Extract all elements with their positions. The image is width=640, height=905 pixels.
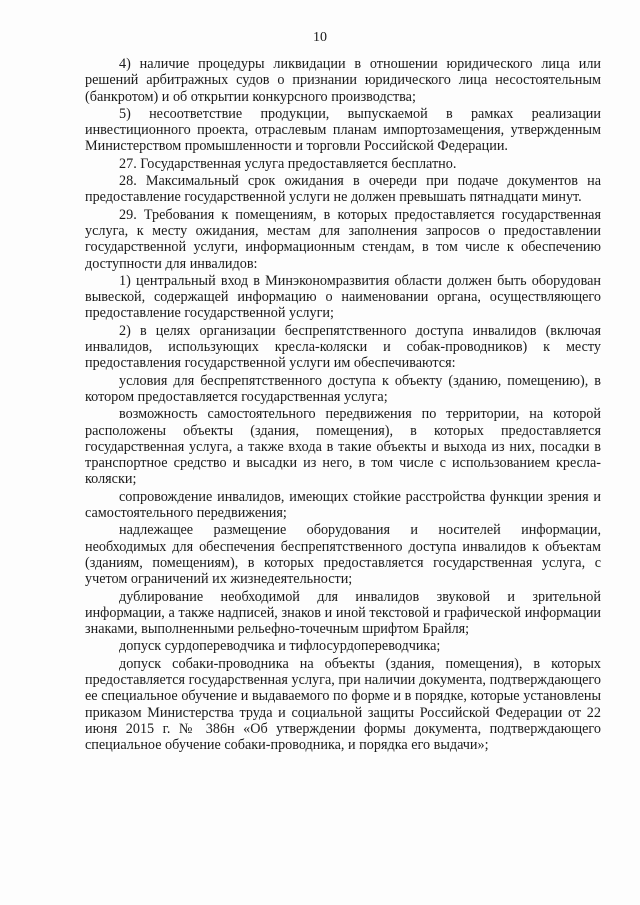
paragraph-29-requirements: 29. Требования к помещениям, в которых предоставляется государственная услуга, к месту ожидания, местам для заполнения запросов о предоставлении государственной услуги, информационным стендам, в том числе к обеспечению доступности для инвалидов: <box>85 206 601 272</box>
paragraph-disabled-access: 2) в целях организации беспрепятственного доступа инвалидов (включая инвалидов, использующих кресла-коляски и собак-проводников) к месту предоставления государственной услуги им обеспечиваются: <box>85 322 601 372</box>
paragraph-guide-dog: допуск собаки-проводника на объекты (здания, помещения), в которых предоставляется государственная услуга, при наличии документа, подтверждающего ее специальное обучение и выдаваемого по форме и в порядке, которые установлены приказом Министерства труда и социальной защиты Российской Федерации от 22 июня 2015 г. № 386н «Об утверждении формы документа, подтверждающего специальное обучение собаки-проводника, и порядка его выдачи»; <box>85 655 601 754</box>
paragraph-access-conditions: условия для беспрепятственного доступа к объекту (зданию, помещению), в котором предоставляется государственная услуга; <box>85 372 601 405</box>
paragraph-import-substitution: 5) несоответствие продукции, выпускаемой в рамках реализации инвестиционного проекта, отраслевым планам импортозамещения, утвержденным Министерством промышленности и торговли Российской Федерации. <box>85 105 601 155</box>
paragraph-movement: возможность самостоятельного передвижения по территории, на которой расположены объекты (здания, помещения), в которых предоставляется государственная услуга, а также входа в такие объекты и выхода из них, посадки в транспортное средство и высадки из него, в том числе с использованием кресла-коляски; <box>85 406 601 488</box>
paragraph-escort: сопровождение инвалидов, имеющих стойкие расстройства функции зрения и самостоятельного передвижения; <box>85 488 601 522</box>
paragraph-entrance-sign: 1) центральный вход в Минэкономразвития области должен быть оборудован вывеской, содержащей информацию о наименовании органа, осуществляющего предоставление государственной услуги; <box>85 272 601 322</box>
paragraph-sign-interpreter: допуск сурдопереводчика и тифлосурдопереводчика; <box>119 638 441 655</box>
paragraph-27-free-service: 27. Государственная услуга предоставляется бесплатно. <box>119 155 457 172</box>
paragraph-28-waiting-time: 28. Максимальный срок ожидания в очереди при подаче документов на предоставление государственной услуги не должен превышать пятнадцати минут. <box>85 173 601 206</box>
page-number: 10 <box>313 30 327 45</box>
paragraph-braille: дублирование необходимой для инвалидов звуковой и зрительной информации, а также надписей, знаков и иной текстовой и графической информации знаками, выполненными рельефно-точечным шрифтом Брайля; <box>85 588 601 638</box>
document-body <box>85 56 601 753</box>
paragraph-liquidation: 4) наличие процедуры ликвидации в отношении юридического лица или решений арбитражных судов о признании юридического лица несостоятельным (банкротом) и об открытии конкурсного производства; <box>85 56 601 105</box>
paragraph-equipment-placement: надлежащее размещение оборудования и носителей информации, необходимых для обеспечения беспрепятственного доступа инвалидов к объектам (зданиям, помещениям), в которых предоставляется государственная услуга, с учетом ограничений их жизнедеятельности; <box>85 522 601 588</box>
